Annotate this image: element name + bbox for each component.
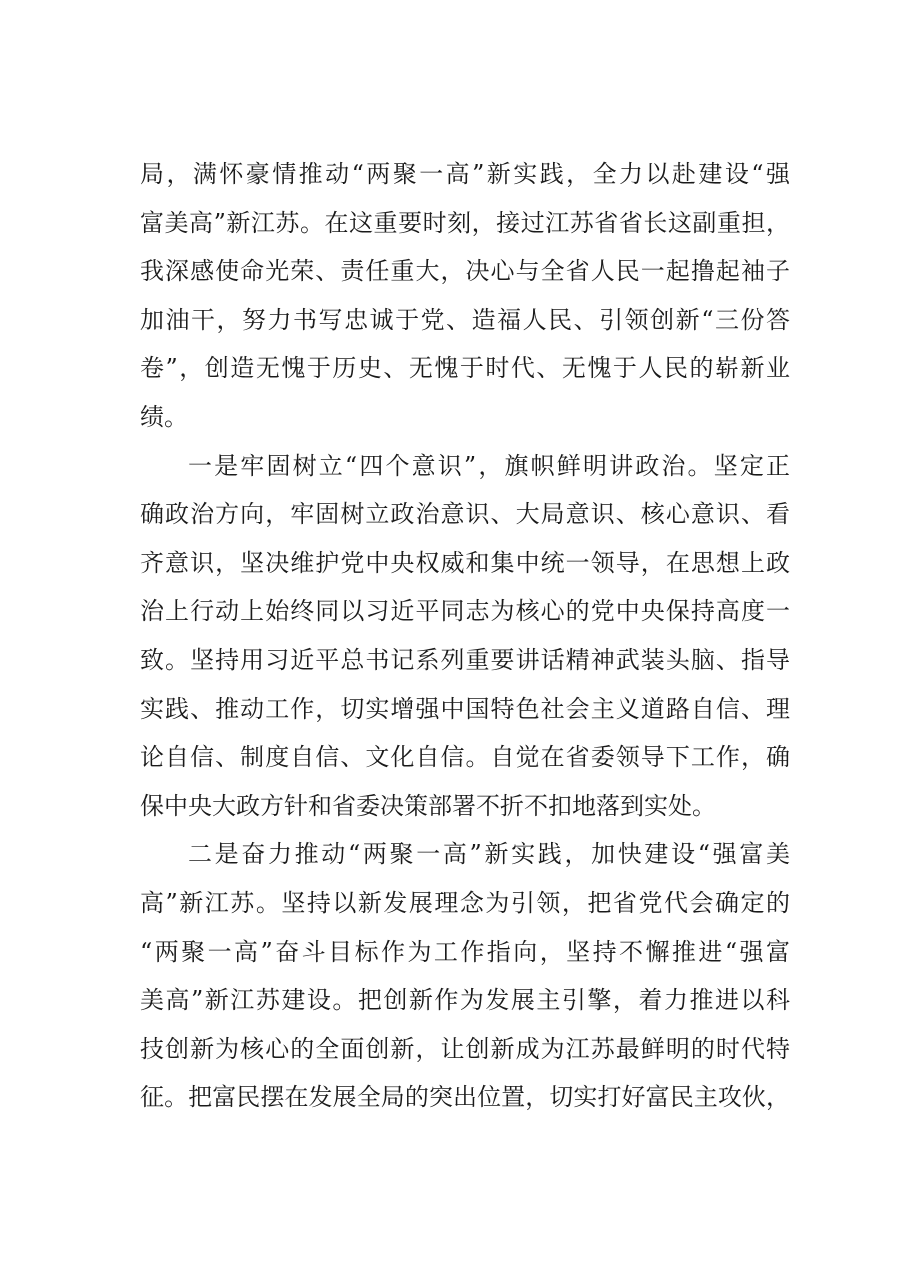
body-line: 高”新江苏。坚持以新发展理念为引领，把省党代会确定的: [140, 888, 790, 917]
body-line: 富美高”新江苏。在这重要时刻，接过江苏省省长这副重担，: [140, 208, 790, 237]
body-line: 技创新为核心的全面创新，让创新成为江苏最鲜明的时代特: [140, 1034, 790, 1063]
body-line: 局，满怀豪情推动“两聚一高”新实践，全力以赴建设“强: [140, 160, 790, 188]
body-line: 治上行动上始终同以习近平同志为核心的党中央保持高度一: [140, 597, 790, 626]
document-body: [140, 150, 790, 1122]
body-line: 齐意识，坚决维护党中央权威和集中统一领导，在思想上政: [140, 548, 790, 577]
body-line: 美高”新江苏建设。把创新作为发展主引擎，着力推进以科: [140, 986, 790, 1015]
paragraph-first-line: 一是牢固树立“四个意识”，旗帜鲜明讲政治。坚定正: [188, 451, 790, 480]
body-line: 致。坚持用习近平总书记系列重要讲话精神武装头脑、指导: [140, 645, 790, 674]
body-line: 论自信、制度自信、文化自信。自觉在省委领导下工作，确: [140, 743, 790, 772]
body-line: 确政治方向，牢固树立政治意识、大局意识、核心意识、看: [140, 500, 790, 529]
body-line: 我深感使命光荣、责任重大，决心与全省人民一起撸起袖子: [140, 257, 790, 286]
body-line: 保中央大政方针和省委决策部署不折不扣地落到实处。: [140, 791, 716, 820]
body-line: “两聚一高”奋斗目标作为工作指向，坚持不懈推进“强富: [140, 937, 790, 966]
body-line: 加油干，努力书写忠诚于党、造福人民、引领创新“三份答: [140, 305, 790, 334]
body-line: 实践、推动工作，切实增强中国特色社会主义道路自信、理: [140, 694, 790, 723]
paragraph-first-line: 二是奋力推动“两聚一高”新实践，加快建设“强富美: [188, 840, 790, 869]
body-line: 卷”，创造无愧于历史、无愧于时代、无愧于人民的崭新业: [140, 354, 790, 383]
body-line: 绩。: [140, 402, 188, 431]
body-line: 征。把富民摆在发展全局的突出位置，切实打好富民主攻伙，: [140, 1083, 790, 1112]
